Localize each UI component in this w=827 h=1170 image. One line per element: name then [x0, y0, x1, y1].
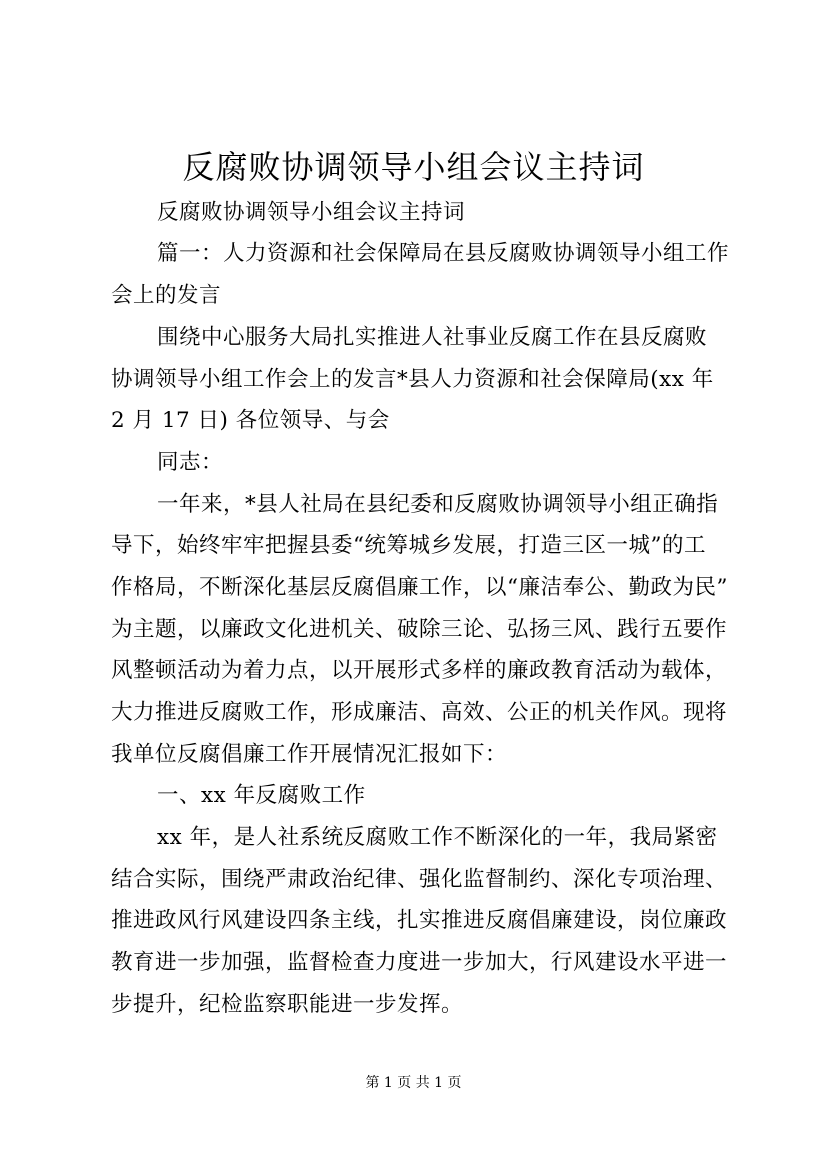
body-line: 篇一：人力资源和社会保障局在县反腐败协调领导小组工作	[157, 241, 730, 266]
body-line: 作格局，不断深化基层反腐倡廉工作，以“廉洁奉公、勤政为民”	[111, 575, 728, 600]
body-line: 步提升，纪检监察职能进一步发挥。	[111, 992, 464, 1017]
body-line: 一年来，*县人社局在县纪委和反腐败协调领导小组正确指	[157, 492, 719, 517]
body-line: xx 年，是人社系统反腐败工作不断深化的一年，我局紧密	[157, 825, 718, 850]
section-heading: 一、xx 年反腐败工作	[157, 783, 366, 808]
body-line: 为主题，以廉政文化进机关、破除三论、弘扬三风、践行五要作	[111, 617, 728, 642]
subtitle-line: 反腐败协调领导小组会议主持词	[157, 200, 466, 225]
body-line: 大力推进反腐败工作，形成廉洁、高效、公正的机关作风。现将	[111, 700, 728, 725]
body-line: 协调领导小组工作会上的发言*县人力资源和社会保障局(xx 年	[111, 367, 714, 392]
body-line: 围绕中心服务大局扎实推进人社事业反腐工作在县反腐败	[157, 325, 708, 350]
body-line: 推进政风行风建设四条主线，扎实推进反腐倡廉建设，岗位廉政	[111, 908, 728, 933]
body-line: 2 月 17 日) 各位领导、与会	[111, 408, 390, 433]
body-line: 会上的发言	[111, 283, 222, 308]
body-line: 导下，始终牢牢把握县委“统筹城乡发展，打造三区一城”的工	[111, 533, 706, 558]
page-footer: 第 1 页 共 1 页	[365, 1075, 462, 1091]
document-title: 反腐败协调领导小组会议主持词	[182, 148, 645, 186]
body-line: 风整顿活动为着力点，以开展形式多样的廉政教育活动为载体，	[111, 658, 728, 683]
body-line: 我单位反腐倡廉工作开展情况汇报如下：	[111, 742, 508, 767]
body-line: 同志：	[157, 450, 224, 475]
body-line: 教育进一步加强，监督检查力度进一步加大，行风建设水平进一	[111, 950, 728, 975]
body-line: 结合实际，围绕严肃政治纪律、强化监督制约、深化专项治理、	[111, 867, 728, 892]
